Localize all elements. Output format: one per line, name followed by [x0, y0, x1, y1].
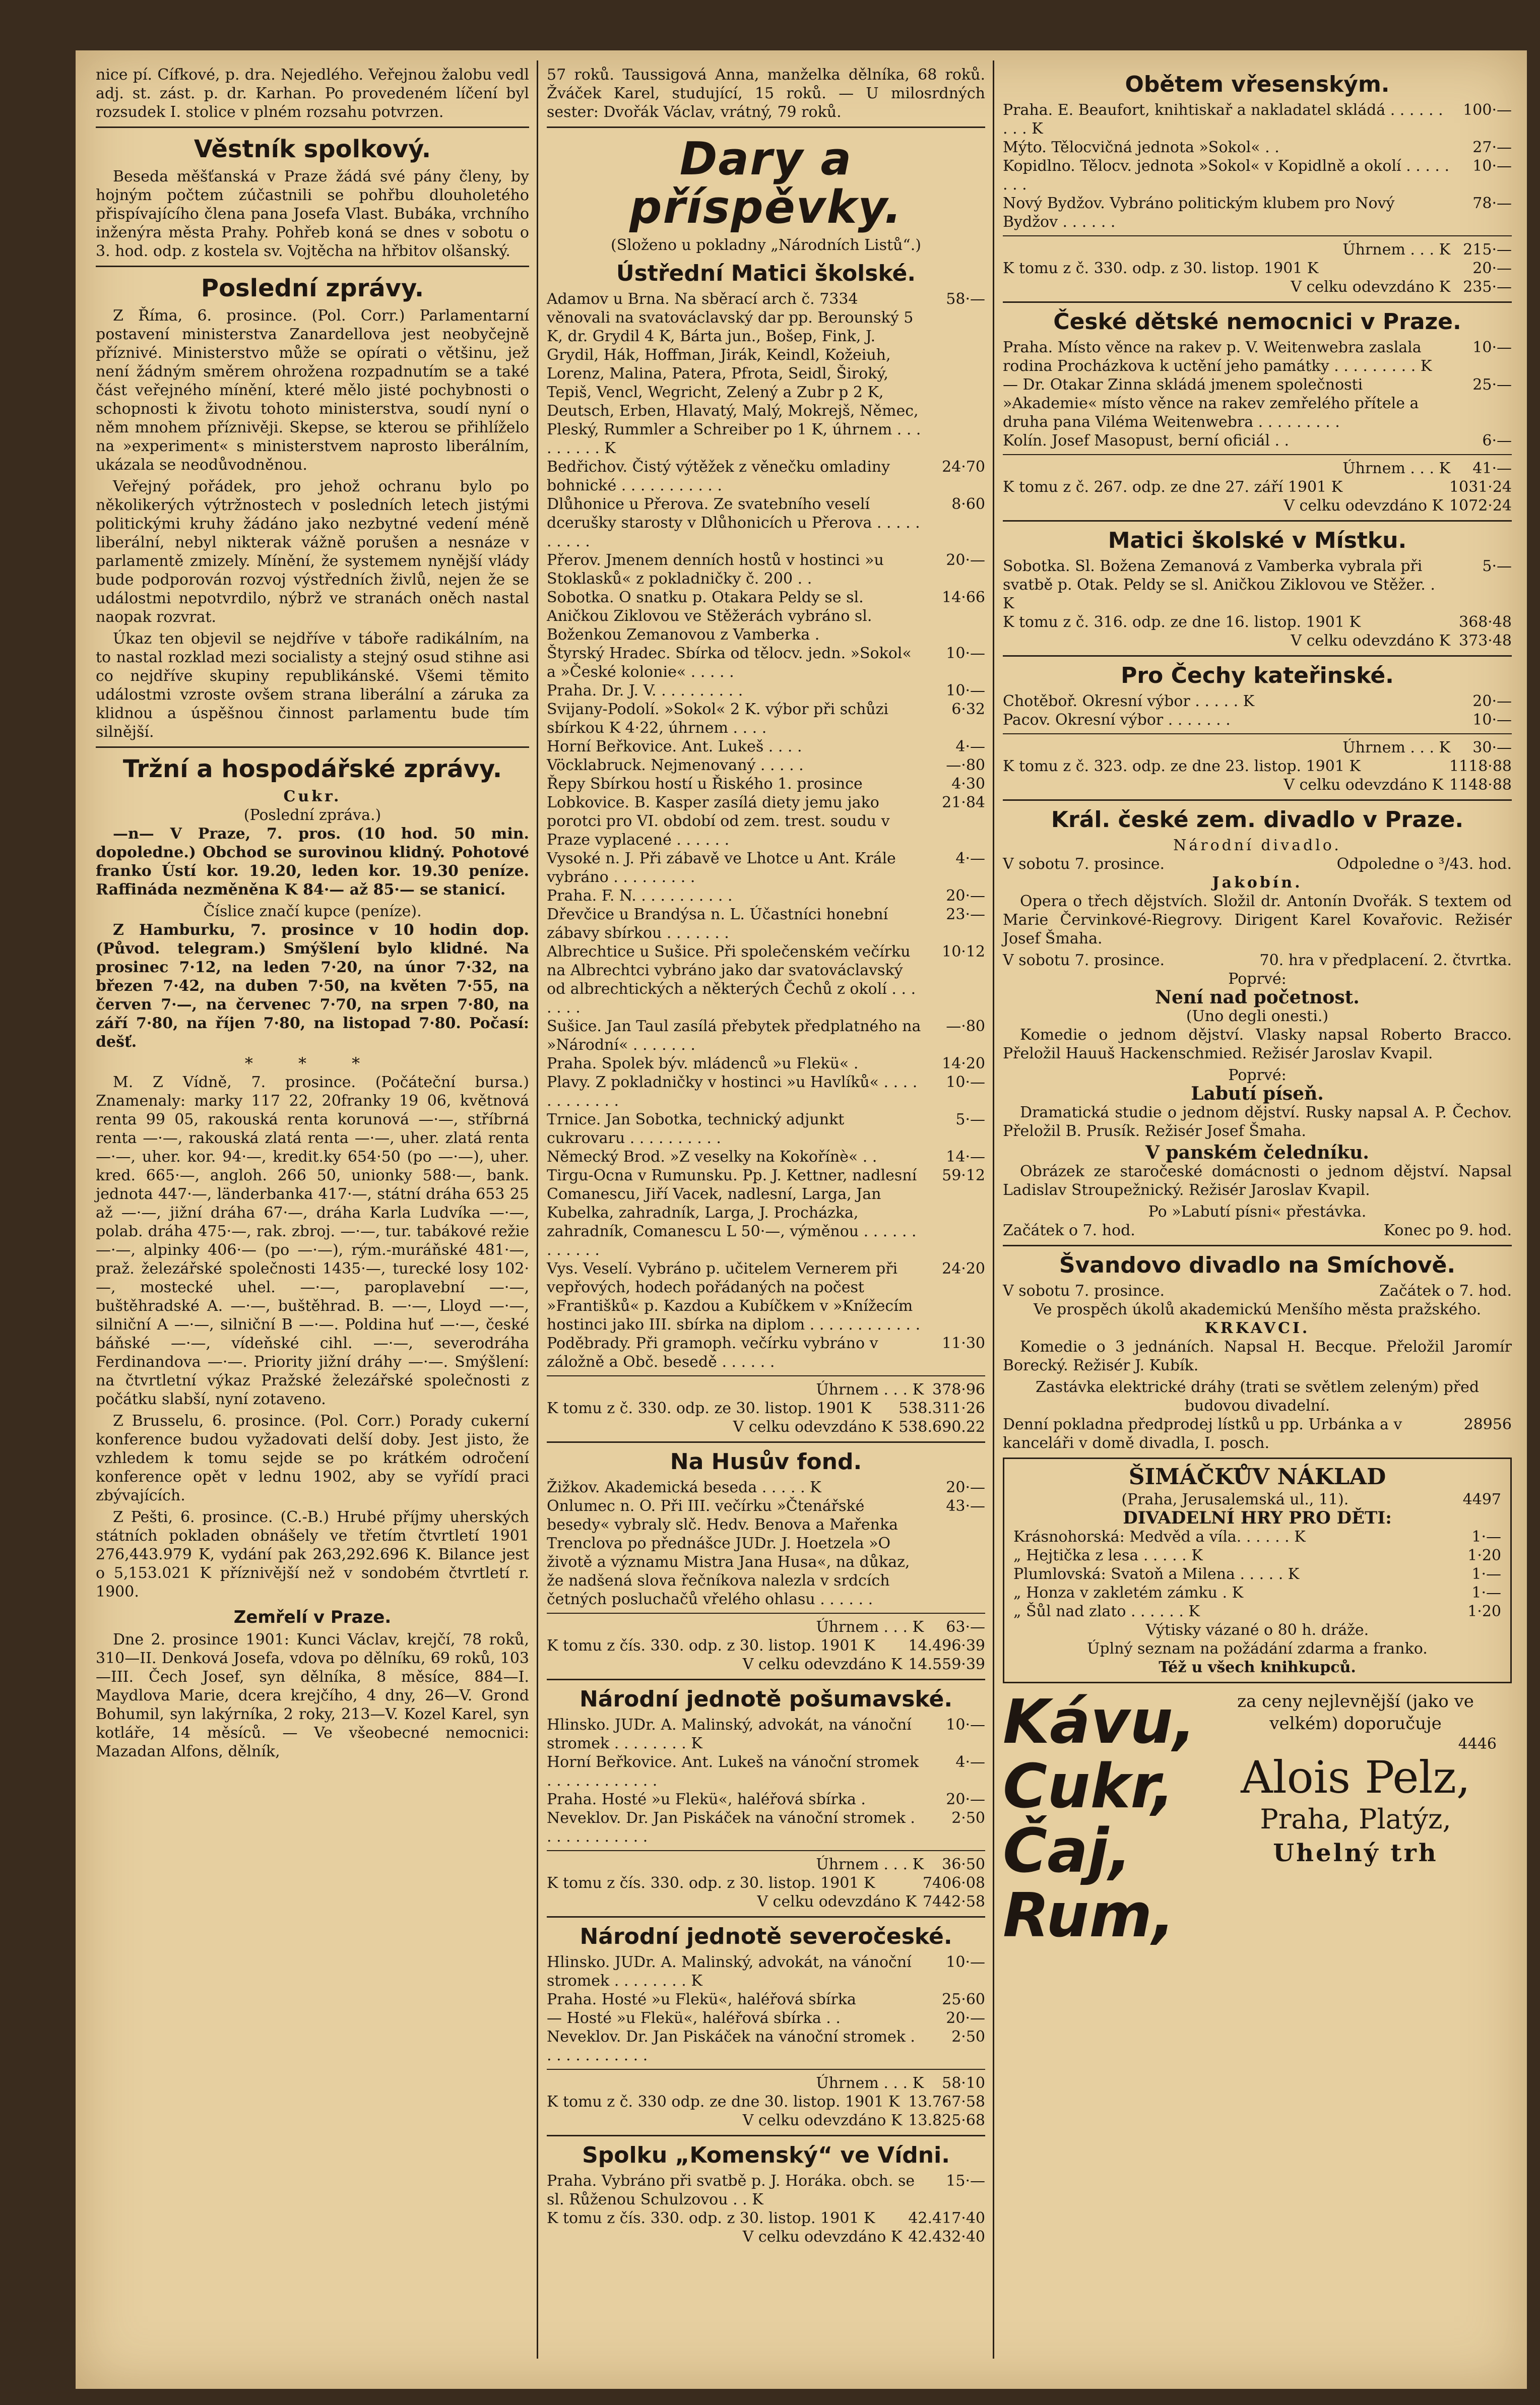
divider — [1003, 235, 1512, 236]
donation-row: Sobotka. O snatku p. Otakara Peldy se sl. Aničkou Ziklovou ve Stěžerách vybráno sl. Boženkou Zemanovou z Vamberka . 14·66 — [547, 589, 985, 644]
donation-row: Přerov. Jmenem denních hostů v hostinci »u Stoklasků« z pokladničky č. 200 . . 20·— — [547, 551, 985, 588]
divider — [547, 1850, 985, 1851]
donation-row: Neveklov. Dr. Jan Piskáček na vánoční stromek . . . . . . . . . . . . 2·50 — [547, 2028, 985, 2064]
performance-times: Začátek o 7. hod. Konec po 9. hod. — [1003, 1222, 1512, 1239]
total-row: Úhrnem . . . K 58·10 — [816, 2074, 985, 2092]
donation-row: Nový Bydžov. Vybráno politickým klubem pro Nový Bydžov . . . . . . 78·— — [1003, 195, 1512, 231]
donation-row: „ Šůl nad zlato . . . . . . K 1·20 — [1013, 1603, 1501, 1620]
divider — [1003, 655, 1512, 657]
donation-row: Žižkov. Akademická beseda . . . . . K 20·— — [547, 1479, 985, 1496]
donation-row: Sobotka. Sl. Božena Zemanová z Vamberka vybrala při svatbě p. Otak. Peldy se sl. Aničkou Ziklovou ve Stěžer. . K 5·— — [1003, 557, 1512, 612]
donation-list — [1003, 557, 1512, 631]
sum-row: V celku odevzdáno K 13.825·68 — [742, 2112, 985, 2129]
note: Poprvé: — [1228, 970, 1287, 988]
donation-list — [547, 2172, 985, 2228]
performance-header: V sobotu 7. prosince. Začátek o 7. hod. — [1003, 1282, 1512, 1300]
play-title: KRKAVCI. — [1204, 1319, 1310, 1337]
previous-row: K tomu z č. 267. odp. ze dne 27. září 1901 K 1031·24 — [1003, 478, 1512, 496]
donation-row: Vöcklabruck. Nejmenovaný . . . . . —·80 — [547, 756, 985, 774]
donation-row: Horní Beřkovice. Ant. Lukeš . . . . 4·— — [547, 738, 985, 755]
paragraph: Dne 2. prosince 1901: Kunci Václav, krejčí, 78 roků, 310—II. Denková Josefa, vdova po dělníku, 69 roků, 103—III. Čech Josef, syn dělníka, 8 měsíce, 884—I. Maydlova Marie, dcera krejčího, 4 dny, 26—V. Grond Bohumil, syn lakýrníka, 2 roky, 213—V. Kozel Karel, syn kotláře, 14 měsíců. — Ve všeobecné nemocnici: Mazadan Alfons, dělník, — [96, 1631, 529, 1760]
section-title: Dary a příspěvky. — [629, 133, 903, 234]
divider — [1003, 1245, 1512, 1246]
paragraph: Komedie o 3 jednáních. Napsal H. Becque. Přeložil Jaromír Borecký. Režisér J. Kubík. — [1003, 1338, 1512, 1374]
donation-row: Neveklov. Dr. Jan Piskáček na vánoční stromek . . . . . . . . . . . . 2·50 — [547, 1809, 985, 1846]
ad-title: ŠIMÁČKŮV NÁKLAD — [1128, 1464, 1386, 1490]
donation-row: Svijany-Podolí. »Sokol« 2 K. výbor při schůzi sbírkou K 4·22, úhrnem . . . . 6·32 — [547, 701, 985, 737]
donation-row: Praha. Dr. J. V. . . . . . . . . . 10·— — [547, 682, 985, 700]
donation-row: Řepy Sbírkou hostí u Řiského 1. prosince 4·30 — [547, 775, 985, 793]
divider — [547, 126, 985, 128]
divider — [547, 1375, 985, 1376]
ad-note: Výtisky vázané o 80 h. dráže. — [1145, 1621, 1369, 1639]
paragraph: Z Hamburku, 7. prosince v 10 hodin dop. (Původ. telegram.) Smýšlení bylo klidné. Na prosinec 7·12, na leden 7·20, na únor 7·32, na březen 7·42, na duben 7·50, na květen 7·55, na červen 7·—, na červenec 7·70, na srpen 7·80, na září 7·80, na říjen 7·80, na listopad 7·80. Počasí: dešť. — [96, 921, 529, 1051]
donation-row: Onlumec n. O. Při III. večírku »Čtenářské besedy« vybraly slč. Hedv. Benova a Mařenka Trenclova po přednášce JUDr. J. Hoetzela »O životě a významu Mistra Jana Husa«, na důkaz, že nadšená slova řečníkova nalezla v srdcích četných posluchačů vřelého ohlasu . . . . . . 43·— — [547, 1497, 985, 1608]
donation-list — [547, 1478, 985, 1609]
note: (Uno degli onesti.) — [1186, 1007, 1329, 1025]
sum-row: V celku odevzdáno K 1072·24 — [1284, 497, 1512, 515]
donation-row: Sušice. Jan Taul zasílá přebytek předplatného na »Národní« . . . . . . . —·80 — [547, 1018, 985, 1054]
paragraph: Z Pešti, 6. prosince. (C.-B.) Hrubé příjmy uherských státních pokladen obnášely ve třetím čtvrtletí 1901 276,443.979 K, vydání pak 263,292.696 K. Bilance jest o 5,153.021 K příznivější než v sondobém čtvrtletí r. 1900. — [96, 1508, 529, 1601]
donation-row: Lobkovice. B. Kasper zasílá diety jemu jako porotci pro VI. období od zem. trest. soudu v Praze vyplacené . . . . . . 21·84 — [547, 794, 985, 849]
divider — [1003, 799, 1512, 801]
previous-row: K tomu z č. 330. odp. z 30. listop. 1901 K 20·— — [1003, 260, 1512, 277]
donation-row: Mýto. Tělocvičná jednota »Sokol« . . 27·— — [1003, 139, 1512, 156]
sum-row: V celku odevzdáno K 42.432·40 — [742, 2228, 985, 2246]
pelz-name: Alois Pelz, — [1241, 1751, 1470, 1803]
donation-row: Horní Beřkovice. Ant. Lukeš na vánoční stromek . . . . . . . . . . . . 4·— — [547, 1753, 985, 1790]
donation-row: Tirgu-Ocna v Rumunsku. Pp. J. Kettner, nadlesní Comanescu, Jiří Vacek, nadlesní, Larga, Jan Kubelka, zahradník, Larga, J. Procházka, zahradník, Comanescu L 50·—, výměnou . . . . . . . . . . . . 59·12 — [547, 1167, 985, 1259]
donation-row: Praha. Vybráno při svatbě p. J. Horáka. obch. se sl. Růženou Schulzovou . . K 15·— — [547, 2172, 985, 2208]
paragraph: Z Říma, 6. prosince. (Pol. Corr.) Parlamentarní postavení ministerstva Zanardellova jest neobyčejně příznivé. Ministerstvo může se opírati o většinu, jež není žádným směrem ohrožena rozpadnutím se a také část veřejného mínění, které mělo jisté pochybnosti o schopnosti k životu tohoto ministerstva, soudí nyní o něm mnohem příznivěji. Skepse, se kterou se přihlíželo na »experiment« s ministerstvem naprosto liberálním, ukázala se neodůvodněnou. — [96, 307, 529, 474]
pelz-price: za ceny nejlevnější (jako ve velkém) doporučuje — [1237, 1691, 1474, 1734]
sum-row: V celku odevzdáno K 14.559·39 — [742, 1656, 985, 1673]
pelz-products — [1003, 1687, 1196, 1951]
donation-row: K tomu z č. 316. odp. ze dne 16. listop. 1901 K 368·48 — [1003, 613, 1512, 631]
donation-row: „ Hejtička z lesa . . . . . K 1·20 — [1013, 1547, 1501, 1564]
paragraph: Opera o třech dějstvích. Složil dr. Antonín Dvořák. S textem od Marie Červinkové-Riegrovy. Dirigent Karel Kovařovic. Režisér Josef Šmaha. — [1003, 893, 1512, 947]
paragraph: Dramatická studie o jednom dějství. Rusky napsal A. P. Čechov. Přeložil B. Prusík. Režisér Josef Šmaha. — [1003, 1104, 1512, 1140]
column-right — [1003, 66, 1512, 1973]
donation-row: Praha. Hosté »u Flekü«, haléřová sbírka . 20·— — [547, 1791, 985, 1808]
column-middle — [547, 66, 985, 2246]
performance-header: V sobotu 7. prosince. Odpoledne o ³/43. hod. — [1003, 855, 1512, 873]
pelz-ad — [1003, 1687, 1512, 1973]
theatre-subtitle: Národní divadlo. — [1173, 837, 1341, 854]
product-word: Čaj, — [1003, 1816, 1132, 1886]
previous-row: K tomu z č. 330 odp. ze dne 30. listop. 1901 K 13.767·58 — [547, 2093, 985, 2111]
pelz-number: 4446 — [1458, 1735, 1497, 1753]
performance-header: V sobotu 7. prosince. 70. hra v předplacení. 2. čtvrtka. — [1003, 952, 1512, 969]
fund-title: Národní jednotě pošumavské. — [579, 1686, 953, 1712]
subsection-subtitle: (Poslední zpráva.) — [243, 806, 381, 824]
subsection-title: Cukr. — [283, 788, 342, 805]
total-row: Úhrnem . . . K 30·— — [1342, 739, 1512, 756]
donation-list — [1003, 101, 1512, 231]
paragraph: Beseda měšťanská v Praze žádá své pány členy, by hojným počtem zúčastnili se pohřbu dlouholetého přispívajícího člena pana Josefa Vlast. Bubáka, vrchního inženýra města Prahy. Pohřeb koná se dnes v sobotu o 3. hod. odp. z kostela sv. Vojtěcha na hřbitov olšanský. — [96, 168, 529, 260]
previous-row: K tomu z čís. 330. odp. z 30. listop. 1901 K 7406·08 — [547, 1874, 985, 1892]
previous-row: K tomu z č. 323. odp. ze dne 23. listop. 1901 K 1118·88 — [1003, 757, 1512, 775]
donation-row: Štyrský Hradec. Sbírka od tělocv. jedn. »Sokol« a »České kolonie« . . . . . 10·— — [547, 645, 985, 681]
divider — [96, 746, 529, 748]
pelz-info — [1214, 1690, 1497, 1869]
total-row: Úhrnem . . . K 36·50 — [816, 1856, 985, 1873]
column-rule — [537, 60, 538, 2359]
paragraph: Úkaz ten objevil se nejdříve v táboře radikálním, na to nastal rozklad mezi socialisty a stejný osud stihne asi co nejdříve skupiny republikánské. Všemi těmito událostmi vzroste ovšem strana liberální a záruka za klidnou a úspěšnou činnost parlamentu bude tím silnější. — [96, 630, 529, 741]
donation-row: Praha. F. N. . . . . . . . . . . 20·— — [547, 887, 985, 905]
donation-row: Dlůhonice u Přerova. Ze svatebního veselí dcerušky starosty v Dlůhonicích u Přerova . . . . . . . . . . 8·60 — [547, 495, 985, 550]
note: Zastávka elektrické dráhy (trati se světlem zeleným) před budovou divadelní. — [1035, 1378, 1480, 1415]
donation-row: K tomu z čís. 330. odp. z 30. listop. 1901 K 42.417·40 — [547, 2209, 985, 2227]
paragraph: M. Z Vídně, 7. prosince. (Počáteční bursa.) Znamenaly: marky 117 22, 20franky 19 06, květnová renta 99 05, rakouská renta korunová —·—, stříbrná renta —·—, rakouská zlatá renta —·—, uher. zlatá renta —·—, uher. kor. 94·—, kredit.ky 654·50 (po —·—), uher. kred. 665·—, angloh. 266 50, unionky 588·—, bank. jednota 447·—, länderbanka 417·—, státní dráha 653 25 až —·—, jižní dráha 67·—, dráha Karla Ludvíka —·—, polab. dráha 475·—, rak. zbroj. —·—, tur. tabákové režie —·—, alpinky 406·— (po —·—), rým.-muráňské 481·—, praž. železářské společnosti 1435·—, turecké losy 102·—, mostecké uhel. —·—, paroplavební —·—, buštěhradské A. —·—, buštěhrad. B. —·—, Lloyd —·—, silniční A —·—, silniční B —·—. Poldina huť —·—, české báňské —·—, vídeňské cihl. —·—, severodráha Ferdinandova —·—. Priority jižní dráhy —·—. Smýšlení: na čtvrtletní výkaz Pražské železářské společnosti z počátku slabší, nyní zotaveno. — [96, 1073, 529, 1408]
note: Po »Labutí písni« přestávka. — [1148, 1203, 1367, 1221]
divider — [96, 266, 529, 267]
sum-row: V celku odevzdáno K 373·48 — [1291, 632, 1512, 650]
fund-title: Na Husův fond. — [670, 1449, 862, 1475]
fund-title: Ústřední Matici školské. — [616, 261, 916, 286]
fund-title: Pro Čechy kateřinské. — [1121, 663, 1394, 688]
divider — [1003, 520, 1512, 522]
section-subtitle: (Složeno u pokladny „Národních Listů“.) — [611, 236, 921, 254]
donation-row: Kolín. Josef Masopust, berní oficiál . . 6·— — [1003, 432, 1512, 450]
note: Číslice značí kupce (peníze). — [203, 903, 422, 920]
divider — [547, 1613, 985, 1614]
ad-note: Též u všech knihkupců. — [1159, 1659, 1356, 1676]
note: Poprvé: — [1228, 1066, 1287, 1084]
donation-row: Plavy. Z pokladničky v hostinci »u Havlíků« . . . . . . . . . . . . 10·— — [547, 1073, 985, 1110]
column-rule — [993, 60, 994, 2359]
ad-note: Úplný seznam na požádání zdarma a franko. — [1087, 1640, 1428, 1658]
donation-row: Praha. E. Beaufort, knihtiskař a nakladatel skládá . . . . . . . . . K 100·— — [1003, 101, 1512, 138]
fund-title: Spolku „Komenský“ ve Vídni. — [582, 2142, 950, 2168]
pelz-street: Uhelný trh — [1273, 1839, 1438, 1867]
donation-row: Vysoké n. J. Při zábavě ve Lhotce u Ant. Krále vybráno . . . . . . . . . 4·— — [547, 850, 985, 886]
divider — [547, 1679, 985, 1680]
donation-row: Praha. Místo věnce na rakev p. V. Weitenwebra zaslala rodina Procházkova k uctění jeho památky . . . . . . . . . K 10·— — [1003, 339, 1512, 375]
fund-title: České dětské nemocnici v Praze. — [1053, 309, 1461, 335]
note: Ve prospěch úkolů akademickú Menšího města pražského. — [1033, 1301, 1482, 1318]
note: Denní pokladna předprodej lístků u pp. Urbánka a v kanceláři v domě divadla, I. posch. 28956 — [1003, 1416, 1512, 1452]
total-row: Úhrnem . . . K 378·96 — [816, 1381, 985, 1399]
product-word: Cukr, — [1003, 1752, 1175, 1822]
sum-row: V celku odevzdáno K 235·— — [1291, 278, 1512, 296]
section-title: Tržní a hospodářské zprávy. — [122, 755, 502, 783]
play-title: V panském čeledníku. — [1145, 1142, 1369, 1163]
donation-row: Praha. Spolek býv. mládenců »u Flekü« . 14·20 — [547, 1055, 985, 1072]
paragraph: 57 roků. Taussigová Anna, manželka dělníka, 68 roků. Žváček Karel, studující, 15 roků. — U milosrdných sester: Dvořák Václav, vrátný, 79 roků. — [547, 66, 985, 121]
paragraph: nice pí. Cífkové, p. dra. Nejedlého. Veřejnou žalobu vedl adj. st. zást. p. dr. Karhan. Po provedeném líčení byl rozsudek I. stolice v plném rozsahu potvrzen. — [96, 66, 529, 121]
divider — [1003, 733, 1512, 734]
previous-row: K tomu z čís. 330. odp. z 30. listop. 1901 K 14.496·39 — [547, 1637, 985, 1655]
fund-title: Matici školské v Místku. — [1108, 528, 1407, 553]
total-row: Úhrnem . . . K 63·— — [816, 1618, 985, 1636]
play-title: Není nad početnost. — [1155, 987, 1360, 1008]
donation-list — [547, 290, 985, 1371]
donation-row: Hlinsko. JUDr. A. Malinský, advokát, na vánoční stromek . . . . . . . . K 10·— — [547, 1953, 985, 1990]
divider — [96, 126, 529, 128]
product-word: Kávu, — [1003, 1687, 1196, 1757]
paragraph: Komedie o jednom dějství. Vlasky napsal Roberto Bracco. Přeložil Hauuš Hackenschmied. Režisér Jaroslav Kvapil. — [1003, 1026, 1512, 1062]
separator-stars: * * * — [244, 1054, 380, 1073]
donation-row: Praha. Hosté »u Flekü«, haléřová sbírka 25·60 — [547, 1991, 985, 2008]
sum-row: V celku odevzdáno K 538.690.22 — [733, 1418, 985, 1436]
donation-row: Plumlovská: Svatoň a Milena . . . . . K 1·— — [1013, 1565, 1501, 1583]
total-row: Úhrnem . . . K 215·— — [1342, 241, 1512, 259]
divider — [1003, 454, 1512, 455]
divider — [547, 2135, 985, 2136]
play-title: Labutí píseň. — [1191, 1083, 1324, 1104]
donation-row: — Dr. Otakar Zinna skládá jmenem společnosti »Akademie« místo věnce na rakev zemřelého přítele a druha pana Viléma Weitenwebra . . . . . . . . . 25·— — [1003, 376, 1512, 431]
section-title: Poslední zprávy. — [201, 274, 424, 302]
column-left — [96, 66, 529, 1764]
donation-row: „ Honza v zakletém zámku . K 1·— — [1013, 1584, 1501, 1602]
donation-row: Vys. Veselí. Vybráno p. učitelem Vernerem při vepřových, hodech pořádaných na počest »Františků« p. Kazdou a Kubíčkem v »Knížecím hostinci jako III. sbírka na diplom . . . . . . . . . . . . 24·20 — [547, 1260, 985, 1334]
sum-row: V celku odevzdáno K 7442·58 — [757, 1893, 985, 1911]
donation-list — [1003, 692, 1512, 729]
previous-row: K tomu z č. 330. odp. ze 30. listop. 1901 K 538.311·26 — [547, 1400, 985, 1417]
donation-list — [1003, 338, 1512, 450]
divider — [547, 1441, 985, 1443]
donation-row: Trnice. Jan Sobotka, technický adjunkt cukrovaru . . . . . . . . . . 5·— — [547, 1111, 985, 1147]
donation-row: Dřevčice u Brandýsa n. L. Účastníci honební zábavy sbírkou . . . . . . . 23·— — [547, 906, 985, 942]
divider — [1003, 301, 1512, 303]
donation-row: Hlinsko. JUDr. A. Malinský, advokát, na vánoční stromek . . . . . . . . K 10·— — [547, 1716, 985, 1752]
paragraph: Z Brusselu, 6. prosince. (Pol. Corr.) Porady cukerní konference budou vyžadovati delší doby. Jest jisto, že vzhledem k tomu sejde se po krátkém odročení konference opět v lednu 1902, aby se vyřídí praci zbývajících. — [96, 1412, 529, 1504]
ad-list — [1013, 1528, 1501, 1621]
section-title: Věstník spolkový. — [194, 135, 431, 163]
paragraph: Obrázek ze staročeské domácnosti o jednom dějství. Napsal Ladislav Stroupežnický. Režisér Jaroslav Kvapil. — [1003, 1163, 1512, 1199]
donation-row: Pacov. Okresní výbor . . . . . . . 10·— — [1003, 711, 1512, 729]
donation-row: Albrechtice u Sušice. Při společenském večírku na Albrechtci vybráno jako dar svatováclavský od albrechtických a některých Čechů z okolí . . . . . . . 10·12 — [547, 943, 985, 1017]
product-word: Rum, — [1003, 1881, 1175, 1951]
play-title: Jakobín. — [1212, 874, 1303, 892]
donation-list — [547, 1716, 985, 1846]
ad-address: (Praha, Jerusalemská ul., 11). 4497 — [1121, 1491, 1501, 1508]
simacek-ad — [1003, 1458, 1512, 1683]
theatre-title: Švandovo divadlo na Smíchově. — [1059, 1252, 1456, 1278]
donation-row: Poděbrady. Při gramoph. večírku vybráno v záložně a Obč. besedě . . . . . . 11·30 — [547, 1335, 985, 1371]
donation-list — [547, 1953, 985, 2065]
theatre-title: Král. české zem. divadlo v Praze. — [1051, 807, 1464, 833]
pelz-address: Praha, Platýz, — [1260, 1803, 1451, 1835]
paragraph: —n— V Praze, 7. pros. (10 hod. 50 min. dopoledne.) Obchod se surovinou klidný. Pohotové franko Ústí kor. 19.20, leden kor. 19.30 peníze. Raffináda nezměněna K 84·— až 85·— se stanicí. — [96, 825, 529, 899]
donation-row: Německý Brod. »Z veselky na Kokořínè« . . 14·— — [547, 1148, 985, 1166]
newspaper-page — [76, 50, 1527, 2389]
sum-row: V celku odevzdáno K 1148·88 — [1284, 776, 1512, 794]
divider — [547, 1916, 985, 1918]
ad-subtitle: DIVADELNÍ HRY PRO DĚTI: — [1123, 1508, 1392, 1528]
total-row: Úhrnem . . . K 41·— — [1342, 460, 1512, 477]
section-title: Zemřelí v Praze. — [233, 1607, 392, 1627]
donation-row: Adamov u Brna. Na sběrací arch č. 7334 věnovali na svatováclavský dar pp. Berounský 5 K, dr. Grydil 4 K, Bárta jun., Bošep, Fink, J. Grydil, Hák, Hoffman, Jirák, Keindl, Kožeiuh, Lorenz, Malina, Patera, Pfrota, Seidl, Široký, Tepiš, Vencl, Wegricht, Zelený a Zubr p 2 K, Deutsch, Erben, Hlavatý, Malý, Mokrejš, Němec, Pleský, Rummler a Schreiber po 1 K, úhrnem . . . . . . . . . K 58·— — [547, 290, 985, 457]
donation-row: — Hosté »u Flekü«, haléřová sbírka . . 20·— — [547, 2009, 985, 2027]
fund-title: Národní jednotě severočeské. — [580, 1924, 952, 1949]
donation-row: Bedřichov. Čistý výtěžek z věnečku omladiny bohnické . . . . . . . . . . . 24·70 — [547, 458, 985, 494]
donation-row: Kopidlno. Tělocv. jednota »Sokol« v Kopidlně a okolí . . . . . . . . 10·— — [1003, 157, 1512, 194]
donation-row: Chotěboř. Okresní výbor . . . . . K 20·— — [1003, 692, 1512, 710]
divider — [547, 2069, 985, 2070]
fund-title: Obětem vřesenským. — [1125, 72, 1390, 97]
donation-row: Krásnohorská: Medvěd a víla. . . . . . K 1·— — [1013, 1528, 1501, 1546]
paragraph: Veřejný pořádek, pro jehož ochranu bylo po několikerých výtržnostech v posledních letech jistými politickými kruhy žádáno jako nezbytné vedení méně liberální, nebyl nikterak vážně porušen a nesnáze v parlamentě zmizely. Mínění, že systemem nynější vlády bude podporován rozvoj výstředních živlů, nejen že se událostmi nepotvrdilo, nýbrž ve stranách oněch nastal naopak rozvrat. — [96, 478, 529, 626]
